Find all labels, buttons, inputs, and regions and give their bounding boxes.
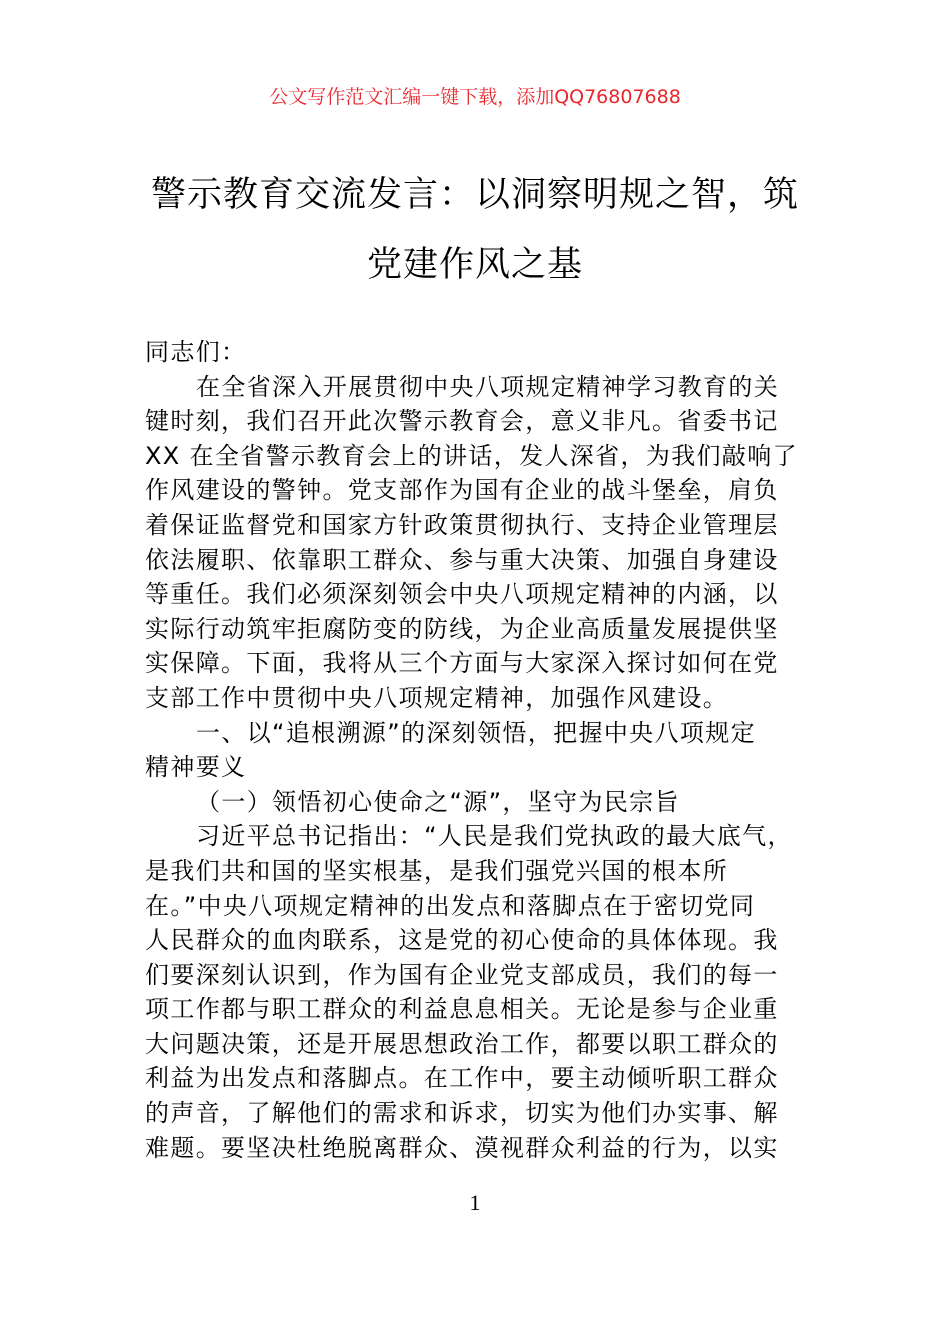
document-title-line-1: 警示教育交流发言：以洞察明规之智，筑 [150,175,799,215]
body-text-line: 利益为出发点和落脚点。在工作中，要主动倾听职工群众 [145,1064,779,1093]
body-text-line: 等重任。我们必须深刻领会中央八项规定精神的内涵，以 [145,580,779,609]
body-text-line: 一、以“追根溯源”的深刻领悟，把握中央八项规定 [196,718,756,747]
body-text-line: 支部工作中贯彻中央八项规定精神，加强作风建设。 [145,683,729,712]
body-text-line: 大问题决策，还是开展思想政治工作，都要以职工群众的 [145,1029,779,1058]
body-text-line: 的声音，了解他们的需求和诉求，切实为他们办实事、解 [145,1099,779,1128]
body-text-line: 实保障。下面，我将从三个方面与大家深入探讨如何在党 [145,649,779,678]
page-number: 1 [469,1190,481,1215]
body-text-line: 难题。要坚决杜绝脱离群众、漠视群众利益的行为，以实 [145,1133,779,1162]
body-text-line: 实际行动筑牢拒腐防变的防线，为企业高质量发展提供坚 [145,614,779,643]
body-text-line: 项工作都与职工群众的利益息息相关。无论是参与企业重 [145,995,779,1024]
body-text-line: XX 在全省警示教育会上的讲话，发人深省，为我们敲响了 [145,441,798,470]
body-text-line: 同志们： [145,338,247,366]
body-text-line: 们要深刻认识到，作为国有企业党支部成员，我们的每一 [145,960,779,989]
document-title-line-2: 党建作风之基 [366,245,583,285]
body-text-line: 在全省深入开展贯彻中央八项规定精神学习教育的关 [196,372,780,401]
body-text-line: 是我们共和国的坚实根基，是我们强党兴国的根本所 [145,856,729,885]
document-body [145,335,825,1165]
body-text-line: 人民群众的血肉联系，这是党的初心使命的具体体现。我 [145,926,779,955]
body-text-line: 习近平总书记指出：“人民是我们党执政的最大底气， [196,822,793,851]
body-text-line: 在。”中央八项规定精神的出发点和落脚点在于密切党同 [145,891,756,920]
download-banner-link[interactable]: 公文写作范文汇编一键下载，添加QQ76807688 [269,86,681,108]
body-text-line: 键时刻，我们召开此次警示教育会，意义非凡。省委书记 [145,407,779,436]
body-text-line: 依法履职、依靠职工群众、参与重大决策、加强自身建设 [145,545,779,574]
body-text-line: （一）领悟初心使命之“源”，坚守为民宗旨 [196,787,680,816]
body-text-line: 作风建设的警钟。党支部作为国有企业的战斗堡垒，肩负 [145,476,779,505]
body-text-line: 精神要义 [145,753,247,782]
body-text-line: 着保证监督党和国家方针政策贯彻执行、支持企业管理层 [145,510,779,539]
